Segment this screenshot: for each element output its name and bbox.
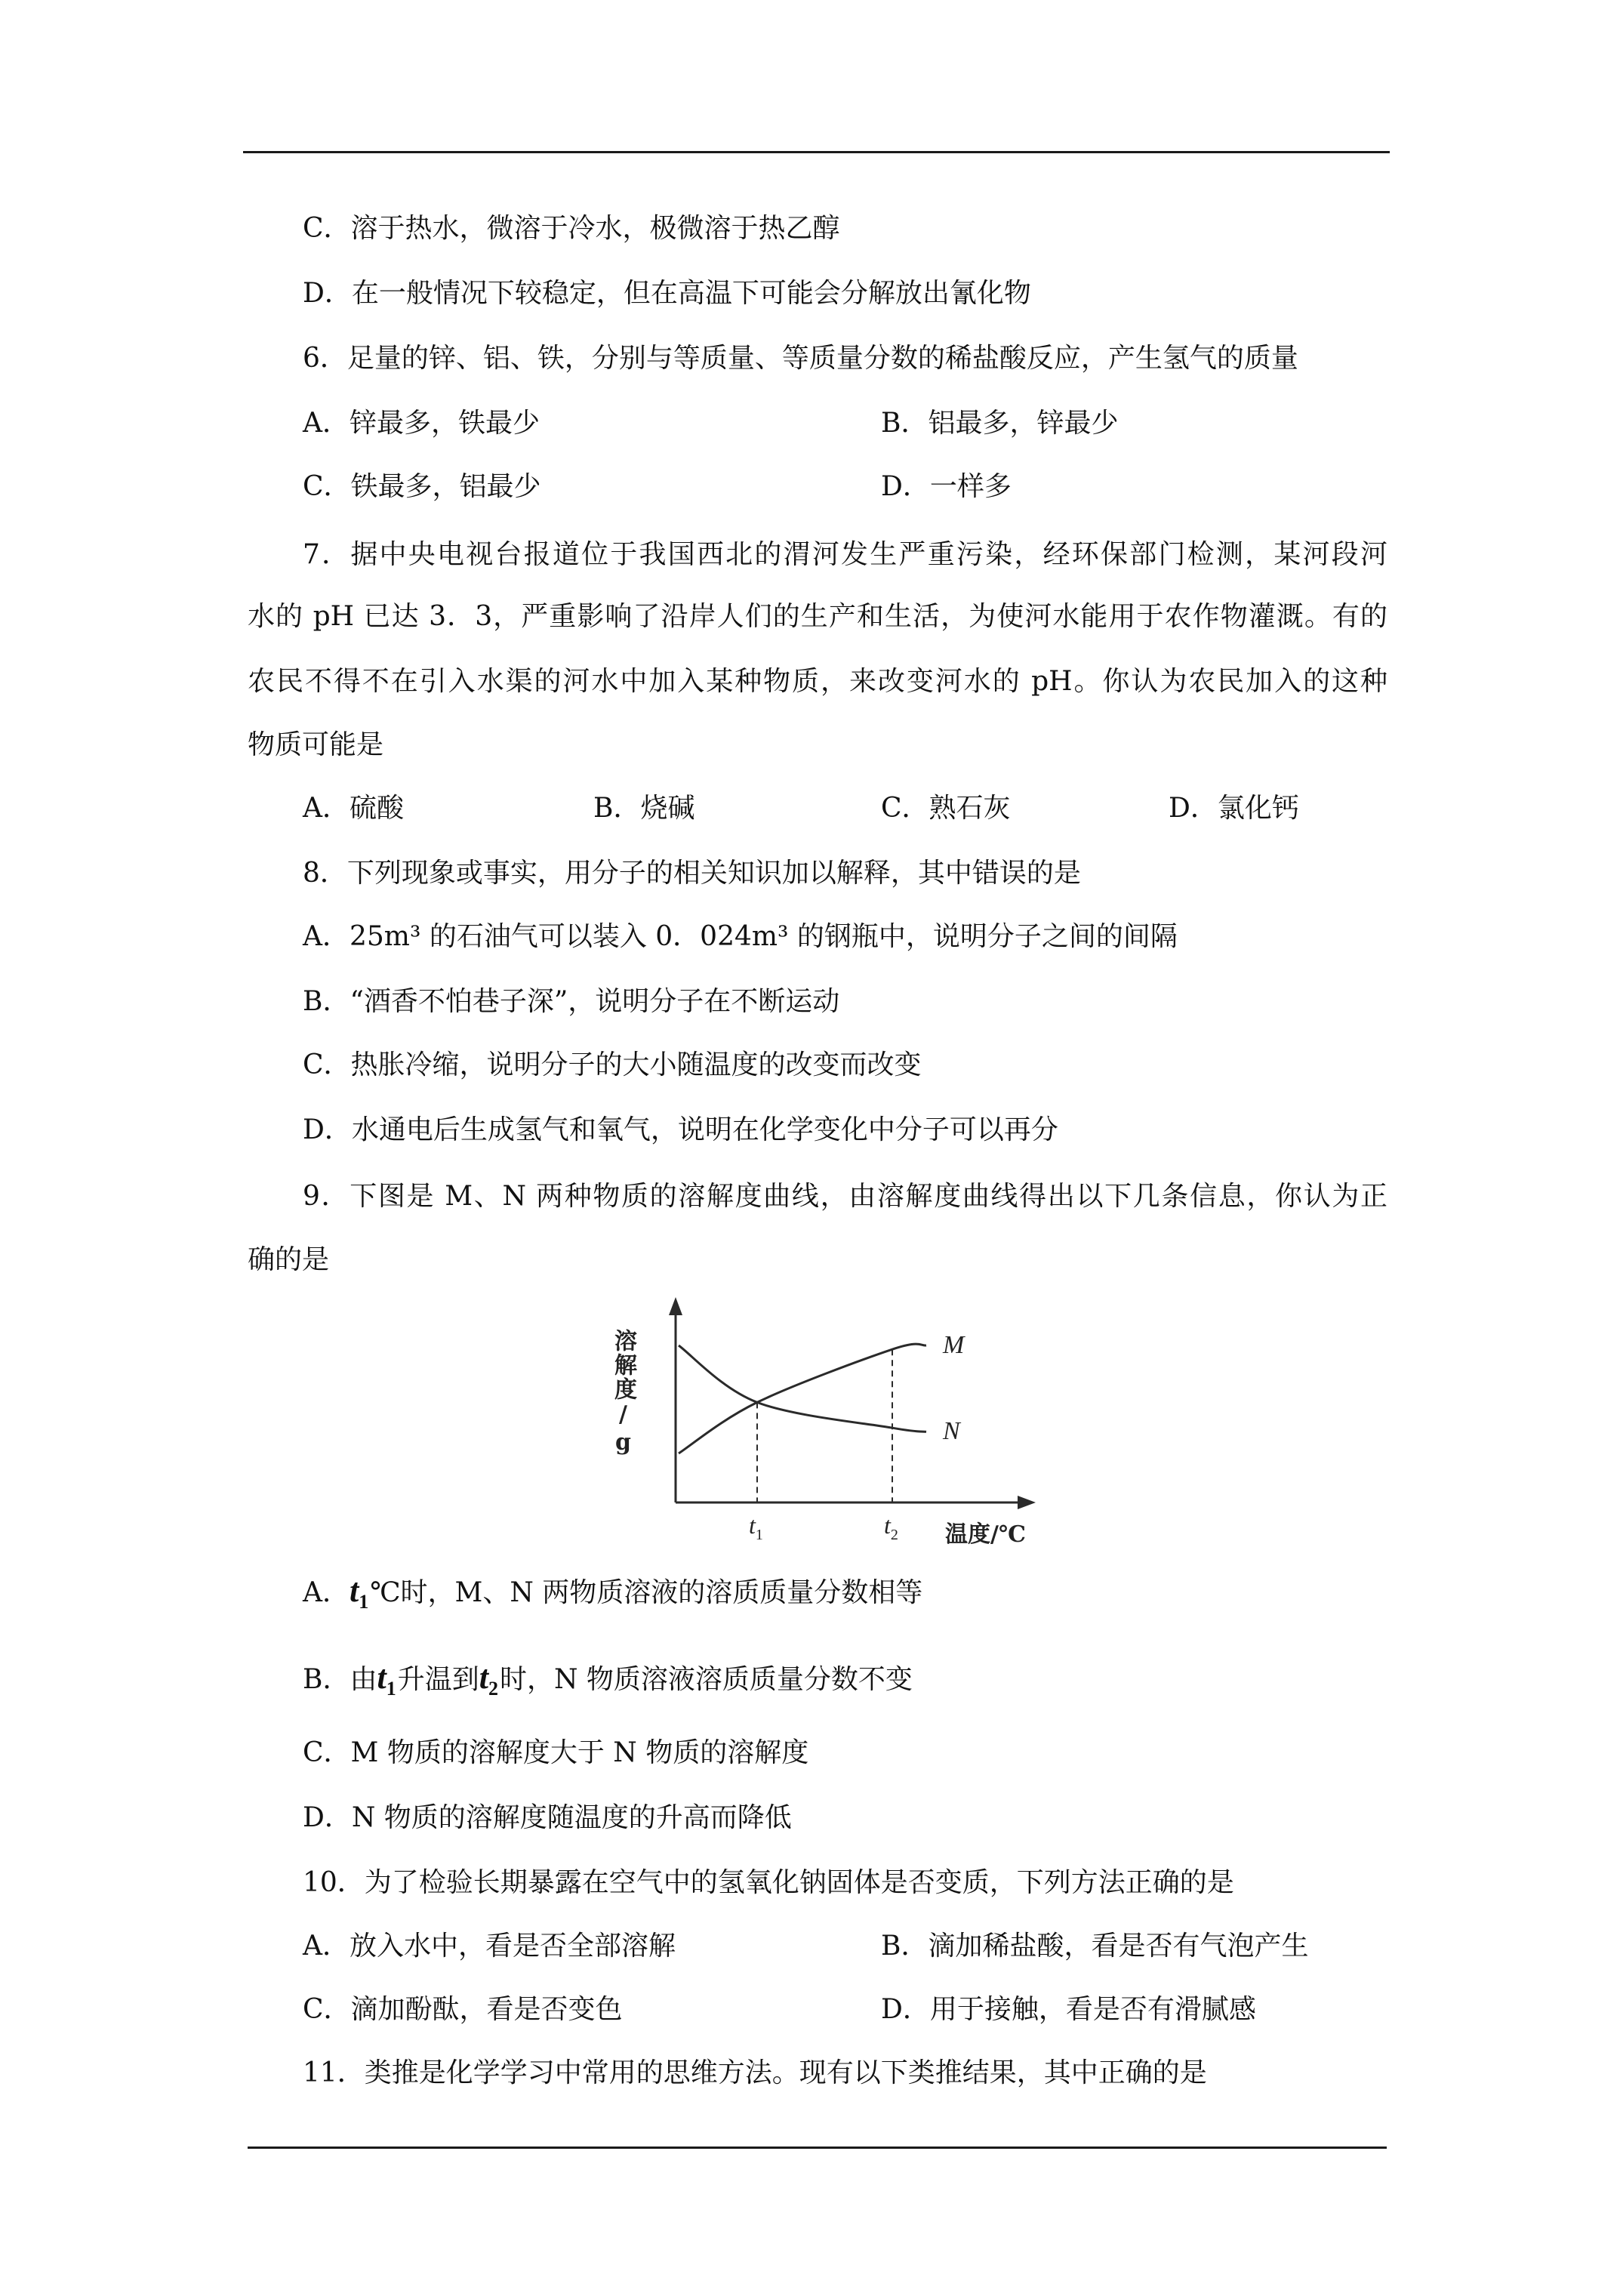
q9-option-a-label: A． [303, 1577, 350, 1608]
series-label-m: M [943, 1331, 965, 1359]
x-tick-label-t1-base: t [749, 1512, 756, 1539]
q9-option-b-math1-sub: 1 [386, 1678, 396, 1700]
q7-option-a: A．硫酸 [303, 793, 404, 824]
q10-option-c: C．滴加酚酞，看是否变色 [303, 1994, 623, 2025]
q7-stem-line-2: 水的 pH 已达 3．3，严重影响了沿岸人们的生产和生活，为使河水能用于农作物灌溉。有的 [248, 601, 1387, 632]
q7-stem-line-4: 物质可能是 [248, 729, 384, 760]
x-tick-label-t2-base: t [884, 1512, 891, 1539]
q5-option-c: C．溶于热水，微溶于冷水，极微溶于热乙醇 [303, 213, 840, 244]
chart-marks [679, 1344, 926, 1502]
q9-stem-line-2: 确的是 [248, 1244, 330, 1275]
x-tick-label-t1-sub: 1 [755, 1527, 763, 1543]
x-tick-label-t2 [884, 1510, 898, 1544]
q6-option-b: B．铝最多，锌最少 [881, 408, 1119, 439]
q8-option-a: A．25m³ 的石油气可以装入 0．024m³ 的钢瓶中，说明分子之间的间隔 [303, 921, 1178, 952]
q9-option-b-math1-base: t [377, 1659, 387, 1696]
q9-option-b-math2-sub: 2 [488, 1678, 498, 1700]
q11-stem: 11．类推是化学学习中常用的思维方法。现有以下类推结果，其中正确的是 [303, 2057, 1207, 2088]
q9-option-a-math-base: t [350, 1572, 359, 1609]
q9-option-a [303, 1574, 922, 1612]
q6-option-d: D．一样多 [881, 471, 1012, 502]
q5-option-d: D．在一般情况下较稳定，但在高温下可能会分解放出氰化物 [303, 278, 1031, 309]
q9-option-b-mid: 升温到 [397, 1664, 479, 1695]
q10-stem: 10．为了检验长期暴露在空气中的氢氧化钠固体是否变质，下列方法正确的是 [303, 1867, 1234, 1898]
x-tick-label-t1 [749, 1510, 763, 1544]
q8-option-d: D．水通电后生成氢气和氧气，说明在化学变化中分子可以再分 [303, 1114, 1058, 1145]
q9-option-b-text: 时，N 物质溶液溶质质量分数不变 [499, 1664, 913, 1695]
q9-option-a-text: ℃时，M、N 两物质溶液的溶质质量分数相等 [370, 1577, 923, 1608]
q7-option-b: B．烧碱 [593, 793, 695, 824]
x-axis-label: 温度/℃ [945, 1521, 1026, 1548]
q10-option-a: A．放入水中，看是否全部溶解 [303, 1931, 676, 1962]
q10-option-b: B．滴加稀盐酸，看是否有气泡产生 [881, 1931, 1309, 1962]
q10-option-d: D．用于接触，看是否有滑腻感 [881, 1994, 1256, 2025]
footer-rule [248, 2147, 1387, 2149]
q9-option-b-label: B．由 [303, 1664, 377, 1695]
q6-option-c: C．铁最多，铝最少 [303, 471, 541, 502]
q9-option-b [303, 1661, 913, 1699]
q8-option-c: C．热胀冷缩，说明分子的大小随温度的改变而改变 [303, 1049, 922, 1080]
q9-option-a-math-sub: 1 [359, 1591, 369, 1613]
q7-stem-line-3: 农民不得不在引入水渠的河水中加入某种物质，来改变河水的 pH。你认为农民加入的这种 [248, 666, 1387, 697]
q6-stem: 6．足量的锌、铝、铁，分别与等质量、等质量分数的稀盐酸反应，产生氢气的质量 [303, 343, 1298, 374]
y-axis-label: 溶解度/g [610, 1329, 636, 1457]
q8-option-b: B．“酒香不怕巷子深”，说明分子在不断运动 [303, 986, 840, 1017]
q7-stem-line-1: 7．据中央电视台报道位于我国西北的渭河发生严重污染，经环保部门检测，某河段河 [303, 539, 1387, 570]
q7-option-c: C．熟石灰 [881, 793, 1011, 824]
q9-option-d: D．N 物质的溶解度随温度的升高而降低 [303, 1802, 792, 1833]
series-m-curve [679, 1344, 926, 1453]
series-label-n: N [943, 1417, 960, 1446]
q7-option-d: D．氯化钙 [1169, 793, 1299, 824]
series-n-curve [679, 1345, 926, 1432]
x-axis-arrow [1018, 1496, 1036, 1509]
q8-stem: 8．下列现象或事实，用分子的相关知识加以解释，其中错误的是 [303, 858, 1081, 889]
q9-option-c: C．M 物质的溶解度大于 N 物质的溶解度 [303, 1737, 809, 1768]
header-rule [243, 151, 1390, 153]
x-tick-label-t2-sub: 2 [890, 1527, 898, 1543]
y-axis-arrow [669, 1297, 682, 1315]
q6-option-a: A．锌最多，铁最少 [303, 408, 540, 439]
q9-stem-line-1: 9．下图是 M、N 两种物质的溶解度曲线，由溶解度曲线得出以下几条信息，你认为正 [303, 1181, 1387, 1212]
q9-option-b-math2-base: t [479, 1659, 488, 1696]
